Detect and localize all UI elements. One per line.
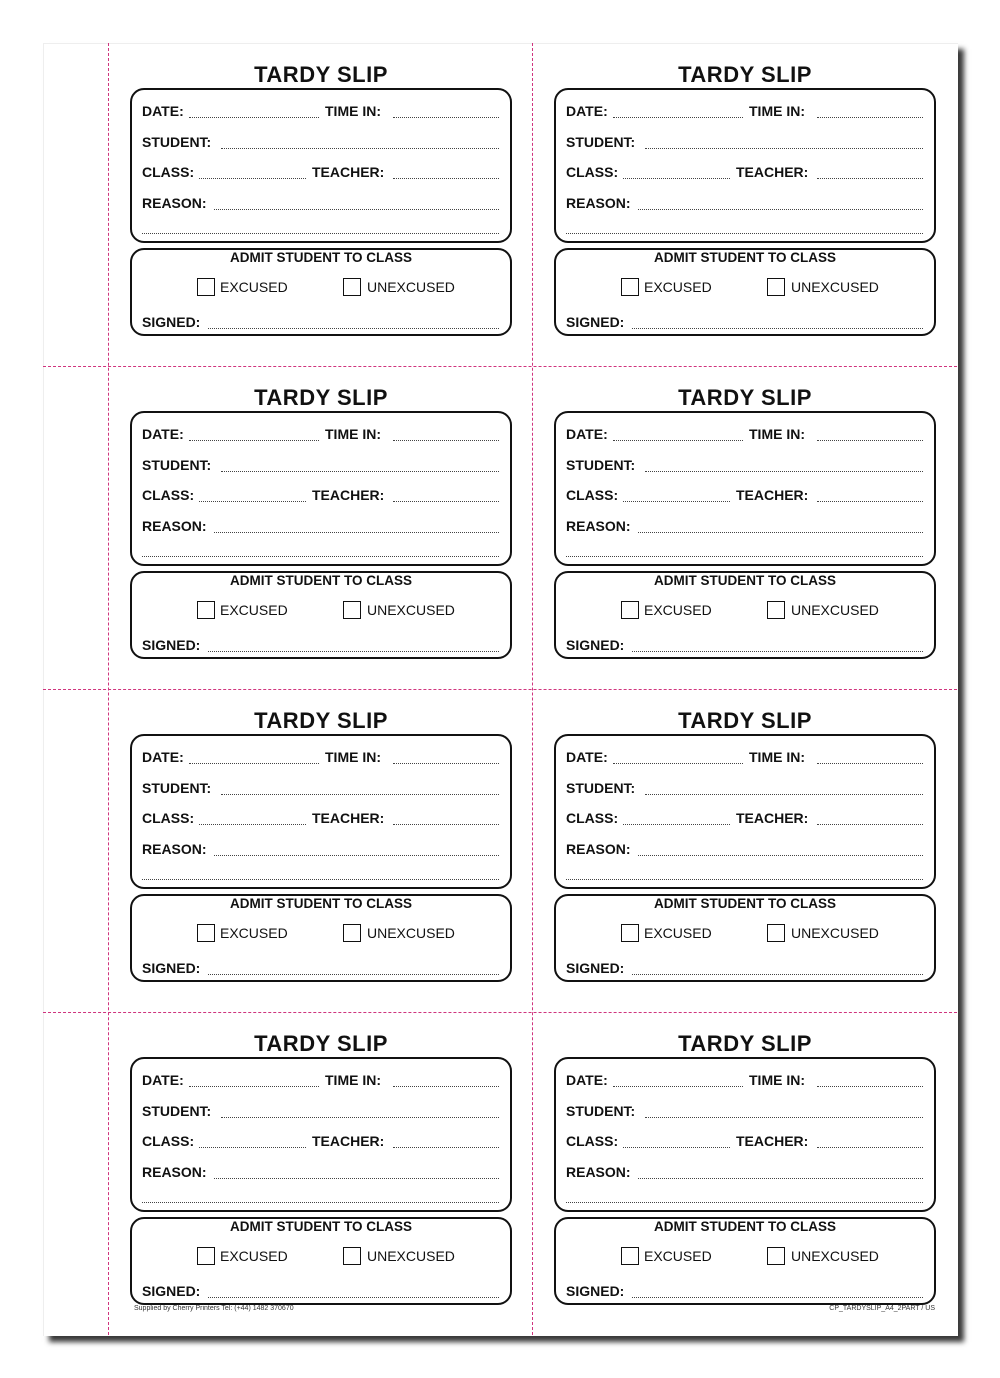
signed-label: SIGNED: [142,1283,201,1299]
teacher-label: TEACHER: [312,164,385,180]
class-field[interactable] [199,501,306,502]
reason-field[interactable] [214,532,499,533]
excused-checkbox[interactable] [197,1247,215,1265]
signed-label: SIGNED: [566,960,625,976]
unexcused-checkbox[interactable] [343,601,361,619]
teacher-field[interactable] [393,1147,499,1148]
teacher-field[interactable] [393,178,499,179]
teacher-label: TEACHER: [312,1133,385,1149]
admit-heading: ADMIT STUDENT TO CLASS [654,896,836,911]
reason-field-line-2[interactable] [142,879,499,880]
teacher-field[interactable] [393,501,499,502]
reason-label: REASON: [142,195,207,211]
signed-field[interactable] [208,1297,499,1298]
signed-field[interactable] [632,651,923,652]
date-label: DATE: [142,749,184,765]
slip-title: TARDY SLIP [254,385,388,410]
date-field[interactable] [189,117,319,118]
date-field[interactable] [189,763,319,764]
unexcused-checkbox[interactable] [343,1247,361,1265]
tardy-slip [554,385,936,660]
reason-label: REASON: [142,518,207,534]
reason-label: REASON: [566,518,631,534]
signed-label: SIGNED: [142,637,201,653]
time-in-label: TIME IN: [325,1072,381,1088]
admit-heading: ADMIT STUDENT TO CLASS [654,250,836,265]
excused-checkbox[interactable] [621,924,639,942]
admit-heading: ADMIT STUDENT TO CLASS [230,1219,412,1234]
excused-label: EXCUSED [644,1248,712,1264]
signed-field[interactable] [632,328,923,329]
signed-field[interactable] [632,974,923,975]
teacher-label: TEACHER: [736,1133,809,1149]
reason-field[interactable] [638,1178,923,1179]
time-in-field[interactable] [393,763,499,764]
slip-title: TARDY SLIP [678,708,812,733]
reason-label: REASON: [142,841,207,857]
time-in-label: TIME IN: [749,426,805,442]
time-in-label: TIME IN: [325,426,381,442]
tardy-slip [554,62,936,337]
reason-field-line-2[interactable] [142,233,499,234]
class-label: CLASS: [142,1133,195,1149]
teacher-label: TEACHER: [736,810,809,826]
reason-field-line-2[interactable] [566,556,923,557]
time-in-label: TIME IN: [749,103,805,119]
teacher-field[interactable] [393,824,499,825]
signed-label: SIGNED: [566,637,625,653]
slip-title: TARDY SLIP [254,1031,388,1056]
excused-label: EXCUSED [220,925,288,941]
student-field[interactable] [221,148,499,149]
excused-label: EXCUSED [220,279,288,295]
teacher-label: TEACHER: [312,810,385,826]
class-label: CLASS: [142,164,195,180]
slip-title: TARDY SLIP [254,708,388,733]
student-field[interactable] [645,471,923,472]
unexcused-label: UNEXCUSED [367,279,455,295]
teacher-field[interactable] [817,1147,923,1148]
date-label: DATE: [142,103,184,119]
teacher-field[interactable] [817,501,923,502]
unexcused-label: UNEXCUSED [791,279,879,295]
class-field[interactable] [623,501,730,502]
student-label: STUDENT: [566,1103,636,1119]
unexcused-checkbox[interactable] [767,601,785,619]
unexcused-label: UNEXCUSED [367,925,455,941]
date-field[interactable] [613,1086,743,1087]
time-in-field[interactable] [393,440,499,441]
signed-field[interactable] [208,651,499,652]
student-field[interactable] [221,794,499,795]
date-field[interactable] [189,440,319,441]
excused-label: EXCUSED [644,925,712,941]
teacher-label: TEACHER: [736,487,809,503]
horizontal-cut-line [43,366,957,367]
unexcused-checkbox[interactable] [767,1247,785,1265]
excused-label: EXCUSED [220,602,288,618]
class-field[interactable] [199,178,306,179]
teacher-label: TEACHER: [736,164,809,180]
time-in-label: TIME IN: [325,749,381,765]
student-field[interactable] [221,1117,499,1118]
signed-field[interactable] [632,1297,923,1298]
student-field[interactable] [645,794,923,795]
signed-label: SIGNED: [142,314,201,330]
student-label: STUDENT: [142,134,212,150]
reason-field-line-2[interactable] [142,1202,499,1203]
excused-label: EXCUSED [220,1248,288,1264]
class-field[interactable] [623,824,730,825]
student-field[interactable] [221,471,499,472]
horizontal-cut-line [43,1012,957,1013]
class-label: CLASS: [566,164,619,180]
date-label: DATE: [566,103,608,119]
unexcused-checkbox[interactable] [343,278,361,296]
signed-label: SIGNED: [142,960,201,976]
reason-field[interactable] [214,1178,499,1179]
slip-title: TARDY SLIP [678,385,812,410]
unexcused-label: UNEXCUSED [367,1248,455,1264]
reason-field-line-2[interactable] [142,556,499,557]
signed-label: SIGNED: [566,1283,625,1299]
reason-field-line-2[interactable] [566,233,923,234]
signed-field[interactable] [208,974,499,975]
time-in-field[interactable] [817,1086,923,1087]
admit-heading: ADMIT STUDENT TO CLASS [654,573,836,588]
class-label: CLASS: [142,487,195,503]
time-in-label: TIME IN: [325,103,381,119]
signed-label: SIGNED: [566,314,625,330]
reason-field[interactable] [638,209,923,210]
slip-title: TARDY SLIP [678,62,812,87]
class-field[interactable] [199,1147,306,1148]
slip-title: TARDY SLIP [254,62,388,87]
excused-label: EXCUSED [644,602,712,618]
class-field[interactable] [199,824,306,825]
footer-code: CP_TARDYSLIP_A4_2PART / US [829,1305,935,1312]
time-in-field[interactable] [817,440,923,441]
student-label: STUDENT: [566,457,636,473]
student-label: STUDENT: [142,457,212,473]
reason-field-line-2[interactable] [566,879,923,880]
admit-heading: ADMIT STUDENT TO CLASS [654,1219,836,1234]
teacher-label: TEACHER: [312,487,385,503]
teacher-field[interactable] [817,178,923,179]
excused-checkbox[interactable] [197,924,215,942]
excused-checkbox[interactable] [621,278,639,296]
excused-checkbox[interactable] [621,601,639,619]
excused-checkbox[interactable] [197,278,215,296]
slip-title: TARDY SLIP [678,1031,812,1056]
date-label: DATE: [142,1072,184,1088]
signed-field[interactable] [208,328,499,329]
student-field[interactable] [645,148,923,149]
excused-checkbox[interactable] [621,1247,639,1265]
tardy-slip [130,1031,512,1306]
time-in-field[interactable] [817,763,923,764]
unexcused-checkbox[interactable] [767,924,785,942]
student-label: STUDENT: [142,1103,212,1119]
tardy-slip [130,708,512,983]
tardy-slip [554,708,936,983]
admit-heading: ADMIT STUDENT TO CLASS [230,896,412,911]
reason-field-line-2[interactable] [566,1202,923,1203]
unexcused-label: UNEXCUSED [791,1248,879,1264]
unexcused-checkbox[interactable] [343,924,361,942]
date-label: DATE: [566,749,608,765]
class-label: CLASS: [566,487,619,503]
excused-label: EXCUSED [644,279,712,295]
time-in-label: TIME IN: [749,749,805,765]
class-field[interactable] [623,1147,730,1148]
reason-label: REASON: [566,1164,631,1180]
student-label: STUDENT: [566,780,636,796]
date-field[interactable] [613,440,743,441]
tardy-slip [130,385,512,660]
admit-heading: ADMIT STUDENT TO CLASS [230,573,412,588]
tardy-slip [130,62,512,337]
footer-supplier: Supplied by Cherry Printers Tel: (+44) 1482 370670 [134,1305,294,1312]
date-label: DATE: [566,1072,608,1088]
teacher-field[interactable] [817,824,923,825]
time-in-field[interactable] [393,117,499,118]
class-label: CLASS: [142,810,195,826]
student-label: STUDENT: [566,134,636,150]
unexcused-checkbox[interactable] [767,278,785,296]
unexcused-label: UNEXCUSED [791,602,879,618]
tardy-slip [554,1031,936,1306]
date-label: DATE: [142,426,184,442]
time-in-label: TIME IN: [749,1072,805,1088]
date-field[interactable] [613,117,743,118]
class-label: CLASS: [566,810,619,826]
reason-field[interactable] [638,532,923,533]
reason-label: REASON: [566,195,631,211]
horizontal-cut-line [43,689,957,690]
date-label: DATE: [566,426,608,442]
class-field[interactable] [623,178,730,179]
unexcused-label: UNEXCUSED [367,602,455,618]
excused-checkbox[interactable] [197,601,215,619]
time-in-field[interactable] [817,117,923,118]
reason-field[interactable] [638,855,923,856]
reason-field[interactable] [214,855,499,856]
unexcused-label: UNEXCUSED [791,925,879,941]
reason-label: REASON: [566,841,631,857]
student-field[interactable] [645,1117,923,1118]
date-field[interactable] [189,1086,319,1087]
admit-heading: ADMIT STUDENT TO CLASS [230,250,412,265]
reason-field[interactable] [214,209,499,210]
date-field[interactable] [613,763,743,764]
class-label: CLASS: [566,1133,619,1149]
reason-label: REASON: [142,1164,207,1180]
time-in-field[interactable] [393,1086,499,1087]
student-label: STUDENT: [142,780,212,796]
